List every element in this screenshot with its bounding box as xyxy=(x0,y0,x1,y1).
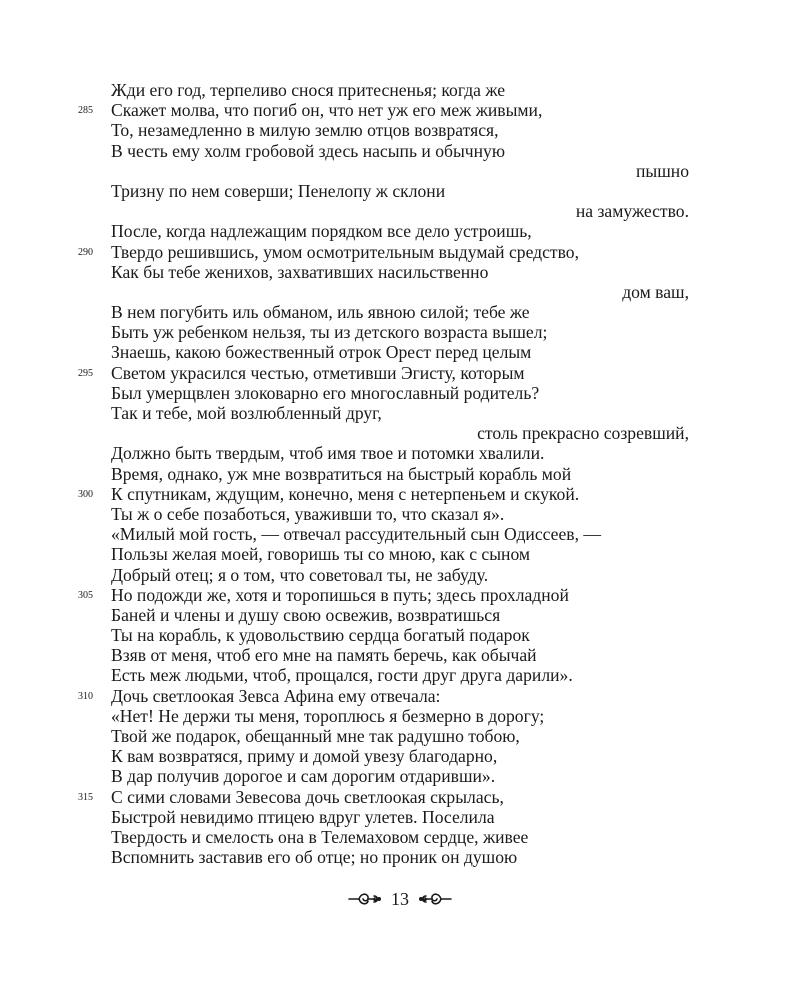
verse-line xyxy=(0,363,800,383)
verse-line xyxy=(0,403,800,423)
verse-text: Быстрой невидимо птицею вдруг улетев. Поселила xyxy=(111,806,495,827)
verse-line xyxy=(0,322,800,342)
flourish-ornament-icon xyxy=(419,890,453,908)
verse-text: Был умерщвлен злоковарно его многославный родитель? xyxy=(111,382,540,403)
verse-line xyxy=(0,443,800,463)
verse-line xyxy=(0,524,800,544)
verse-line xyxy=(0,686,800,706)
verse-text: Но подожди же, хотя и торопишься в путь; здесь прохладной xyxy=(111,584,569,605)
verse-line xyxy=(0,80,800,100)
page-number: 13 xyxy=(391,889,409,909)
verse-text: «Нет! Не держи ты меня, тороплюсь я безмерно в дорогу; xyxy=(111,705,545,726)
verse-line xyxy=(0,242,800,262)
verse-text: К вам возвратяся, приму и домой увезу благодарно, xyxy=(111,746,498,767)
verse-text: С сими словами Зевесова дочь светлоокая скрылась, xyxy=(111,786,504,807)
verse-text: столь прекрасно созревший, xyxy=(477,423,689,444)
verse-line xyxy=(0,766,800,786)
verse-line xyxy=(0,484,800,504)
verse-text: Пользы желая моей, говоришь ты со мною, как с сыном xyxy=(111,544,531,565)
verse-line xyxy=(0,565,800,585)
verse-line xyxy=(0,302,800,322)
line-number: 305 xyxy=(78,589,93,601)
verse-text: Вспомнить заставив его об отце; но проник он душою xyxy=(111,847,518,868)
verse-text: Взяв от меня, чтоб его мне на память беречь, как обычай xyxy=(111,645,537,666)
line-number: 290 xyxy=(78,246,93,258)
verse-line xyxy=(0,585,800,605)
verse-line xyxy=(0,201,800,221)
verse-line xyxy=(0,504,800,524)
verse-text: К спутникам, ждущим, конечно, меня с нетерпеньем и скукой. xyxy=(111,483,580,504)
verse-text: Светом украсился честью, отметивши Эгисту, которым xyxy=(111,362,525,383)
verse-line xyxy=(0,544,800,564)
verse-text: на замужество. xyxy=(575,201,689,222)
line-number: 315 xyxy=(78,791,93,803)
verse-text: Добрый отец; я о том, что советовал ты, не забуду. xyxy=(111,564,489,585)
verse-text: Ты ж о себе позаботься, уваживши то, что сказал я». xyxy=(111,503,505,524)
line-number: 300 xyxy=(78,488,93,500)
verse-text: Твердость и смелость она в Телемаховом сердце, живее xyxy=(111,826,529,847)
verse-line xyxy=(0,706,800,726)
verse-line xyxy=(0,100,800,120)
verse-line xyxy=(0,726,800,746)
verse-line xyxy=(0,342,800,362)
verse-text: То, незамедленно в милую землю отцов возвратяся, xyxy=(111,120,499,141)
verse-text: Жди его год, терпеливо снося притесненья; когда же xyxy=(111,80,506,100)
verse-line xyxy=(0,161,800,181)
verse-line xyxy=(0,787,800,807)
page-footer xyxy=(0,884,800,914)
verse-line xyxy=(0,282,800,302)
verse-text: Твой же подарок, обещанный мне так радушно тобою, xyxy=(111,726,520,746)
verse-text: пышно xyxy=(636,160,689,181)
verse-text: дом ваш, xyxy=(622,281,689,302)
verse-line xyxy=(0,746,800,766)
verse-line xyxy=(0,847,800,867)
verse-line xyxy=(0,464,800,484)
verse-text: Быть уж ребенком нельзя, ты из детского возраста вышел; xyxy=(111,322,548,343)
verse-text: Знаешь, какою божественный отрок Орест перед целым xyxy=(111,342,532,363)
verse-line xyxy=(0,605,800,625)
verse-text: Ты на корабль, к удовольствию сердца богатый подарок xyxy=(111,625,530,646)
line-number: 285 xyxy=(78,105,93,117)
verse-text: Скажет молва, что погиб он, что нет уж его меж живыми, xyxy=(111,100,543,121)
verse-text: Тризну по нем соверши; Пенелопу ж склони xyxy=(111,180,446,201)
verse-line xyxy=(0,625,800,645)
verse-line xyxy=(0,423,800,443)
verse-text: «Милый мой гость, — отвечал рассудительный сын Одиссеев, — xyxy=(111,524,601,545)
verse-line xyxy=(0,807,800,827)
verse-text: Так и тебе, мой возлюбленный друг, xyxy=(111,403,382,423)
verse-line xyxy=(0,141,800,161)
poem-text xyxy=(0,80,800,867)
verse-text: В дар получив дорогое и сам дорогим отдаривши». xyxy=(111,766,496,787)
verse-line xyxy=(0,221,800,241)
verse-line xyxy=(0,120,800,140)
verse-text: Дочь светлоокая Зевса Афина ему отвечала: xyxy=(111,685,441,706)
flourish-ornament-icon xyxy=(347,890,381,908)
line-number: 310 xyxy=(78,690,93,702)
verse-line xyxy=(0,645,800,665)
verse-text: Баней и члены и душу свою освежив, возвратишься xyxy=(111,604,501,625)
line-number: 295 xyxy=(78,367,93,379)
verse-line xyxy=(0,383,800,403)
verse-text: В честь ему холм гробовой здесь насыпь и обычную xyxy=(111,140,505,161)
verse-text: В нем погубить иль обманом, иль явною силой; тебе же xyxy=(111,302,530,323)
verse-text: После, когда надлежащим порядком все дело устроишь, xyxy=(111,221,532,242)
verse-line xyxy=(0,827,800,847)
verse-line xyxy=(0,181,800,201)
verse-text: Как бы тебе женихов, захвативших насильственно xyxy=(111,261,489,282)
verse-text: Твердо решившись, умом осмотрительным выдумай средство, xyxy=(111,241,579,262)
verse-text: Есть меж людьми, чтоб, прощался, гости друг друга дарили». xyxy=(111,665,573,686)
verse-line xyxy=(0,665,800,685)
verse-text: Время, однако, уж мне возвратиться на быстрый корабль мой xyxy=(111,463,572,484)
verse-line xyxy=(0,262,800,282)
verse-text: Должно быть твердым, чтоб имя твое и потомки хвалили. xyxy=(111,443,545,464)
